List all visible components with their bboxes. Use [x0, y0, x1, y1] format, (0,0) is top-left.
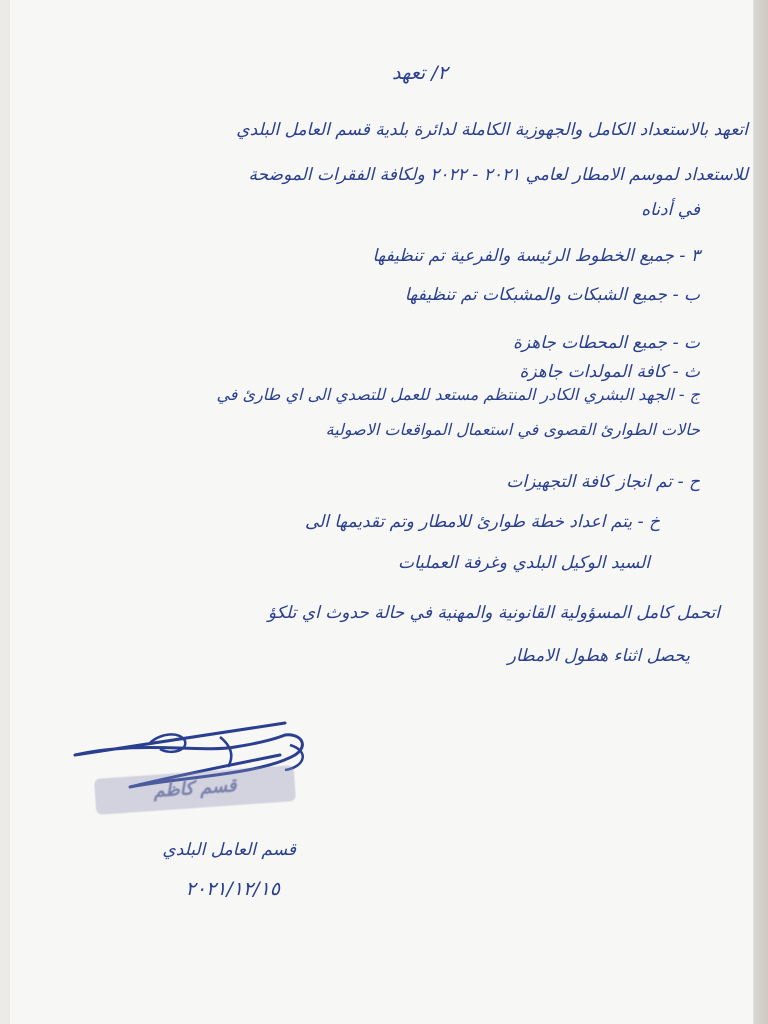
item-line-3: ت - جميع المحطات جاهزة	[512, 333, 700, 353]
intro-line-2: للاستعداد لموسم الامطار لعامي ٢٠٢١ - ٢٠٢٢ ولكافة الفقرات الموضحة	[248, 165, 748, 185]
item-line-6: حالات الطوارئ القصوى في استعمال المواقعات الاصولية	[325, 420, 700, 439]
item-line-5: ج - الجهد البشري الكادر المنتظم مستعد للعمل للتصدي الى اي طارئ في	[216, 385, 700, 404]
item-line-2: ب - جميع الشبكات والمشبكات تم تنظيفها	[404, 285, 700, 305]
intro-line-3: في أدناه	[641, 200, 700, 220]
signature-date: ٢٠٢١/١٢/١٥	[185, 878, 280, 900]
document-reference: ٢/ تعهد	[392, 62, 448, 84]
closing-line-2: يحصل اثناء هطول الامطار	[507, 646, 690, 666]
item-line-9: السيد الوكيل البلدي وغرفة العمليات	[397, 553, 650, 573]
item-line-1: ٣ - جميع الخطوط الرئيسة والفرعية تم تنظيفها	[372, 246, 700, 266]
item-line-4: ث - كافة المولدات جاهزة	[519, 362, 700, 382]
intro-line-1: اتعهد بالاستعداد الكامل والجهوزية الكاملة لدائرة بلدية قسم العامل البلدي	[236, 120, 748, 140]
desk-surface	[754, 0, 768, 1024]
closing-line-1: اتحمل كامل المسؤولية القانونية والمهنية في حالة حدوث اي تلكؤ	[267, 603, 720, 623]
signer-title: قسم العامل البلدي	[162, 840, 296, 860]
item-line-8: خ - يتم اعداد خطة طوارئ للامطار وتم تقديمها الى	[304, 512, 660, 532]
item-line-7: ح - تم انجاز كافة التجهيزات	[506, 472, 700, 492]
stamp-text: قسم كاظم	[152, 775, 238, 802]
